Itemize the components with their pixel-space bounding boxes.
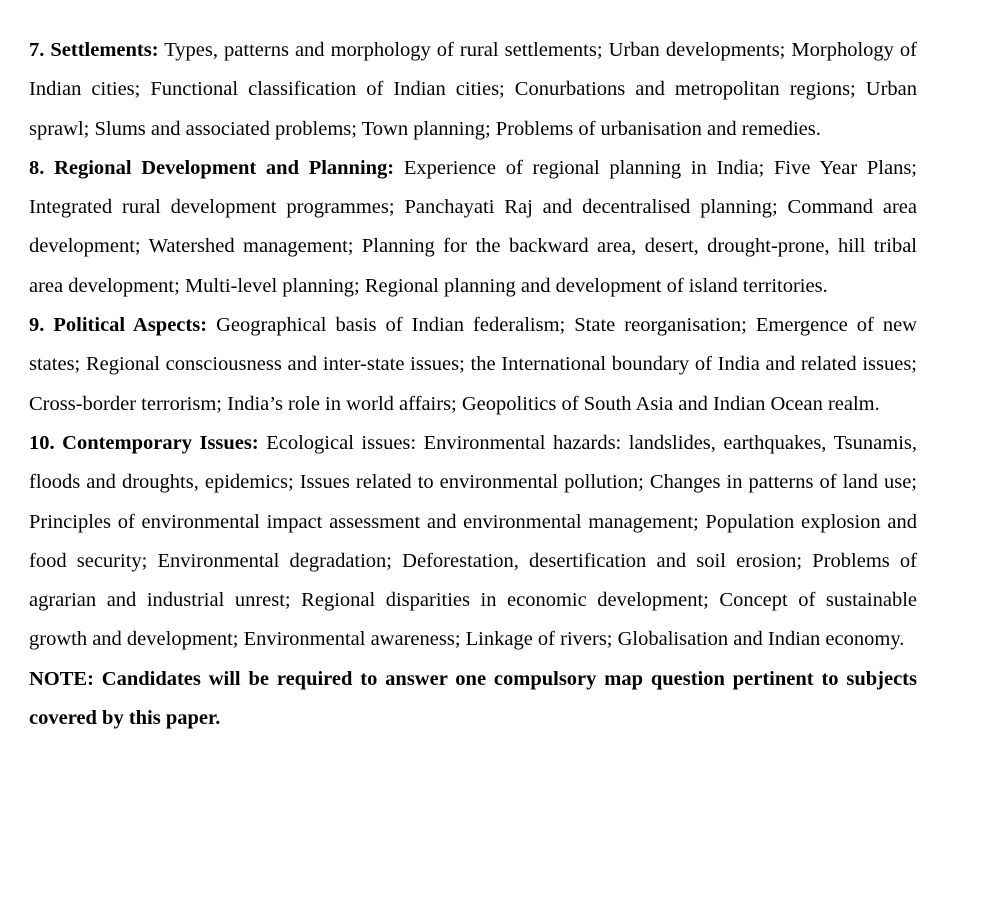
section-heading: 8. Regional Development and Planning: bbox=[29, 156, 395, 179]
section-political-aspects bbox=[29, 306, 917, 424]
section-body: Ecological issues: Environmental hazards: landslides, earthquakes, Tsunamis, floods and droughts, epidemics; Issues related to environmental pollution; Changes in patterns of land use; Principles of environmental impact assessment and environmental management; Population explosion and food security; Environmental degradation; Deforestation, desertification and soil erosion; Problems of agrarian and industrial unrest; Regional disparities in economic development; Concept of sustainable growth and development; Environmental awareness; Linkage of rivers; Globalisation and Indian economy. bbox=[29, 431, 917, 651]
section-heading: 10. Contemporary Issues: bbox=[29, 431, 259, 454]
section-heading: 7. Settlements: bbox=[29, 39, 159, 61]
section-body: Experience of regional planning in India; Five Year Plans; Integrated rural development programmes; Panchayati Raj and decentralised planning; Command area development; Watershed management; Planning for the backward area, desert, drought-prone, hill tribal area development; Multi-level planning; Regional planning and development of island territories. bbox=[29, 156, 917, 297]
section-contemporary-issues bbox=[29, 424, 917, 660]
section-body: Types, patterns and morphology of rural settlements; Urban developments; Morphology of Indian cities; Functional classification of Indian cities; Conurbations and metropolitan regions; Urban sprawl; Slums and associated problems; Town planning; Problems of urbanisation and remedies. bbox=[29, 39, 918, 140]
section-heading: 9. Political Aspects: bbox=[29, 314, 208, 337]
section-body: Geographical basis of Indian federalism; State reorganisation; Emergence of new states; Regional consciousness and inter-state issues; the International boundary of India and related issues; Cross-border terrorism; India’s role in world affairs; Geopolitics of South Asia and Indian Ocean realm. bbox=[29, 314, 917, 415]
syllabus-page bbox=[29, 31, 917, 738]
section-settlements bbox=[29, 31, 917, 149]
section-regional-development bbox=[29, 149, 917, 306]
note-paragraph: NOTE: Candidates will be required to answer one compulsory map question pertinent to subjects covered by this paper. bbox=[29, 667, 917, 730]
